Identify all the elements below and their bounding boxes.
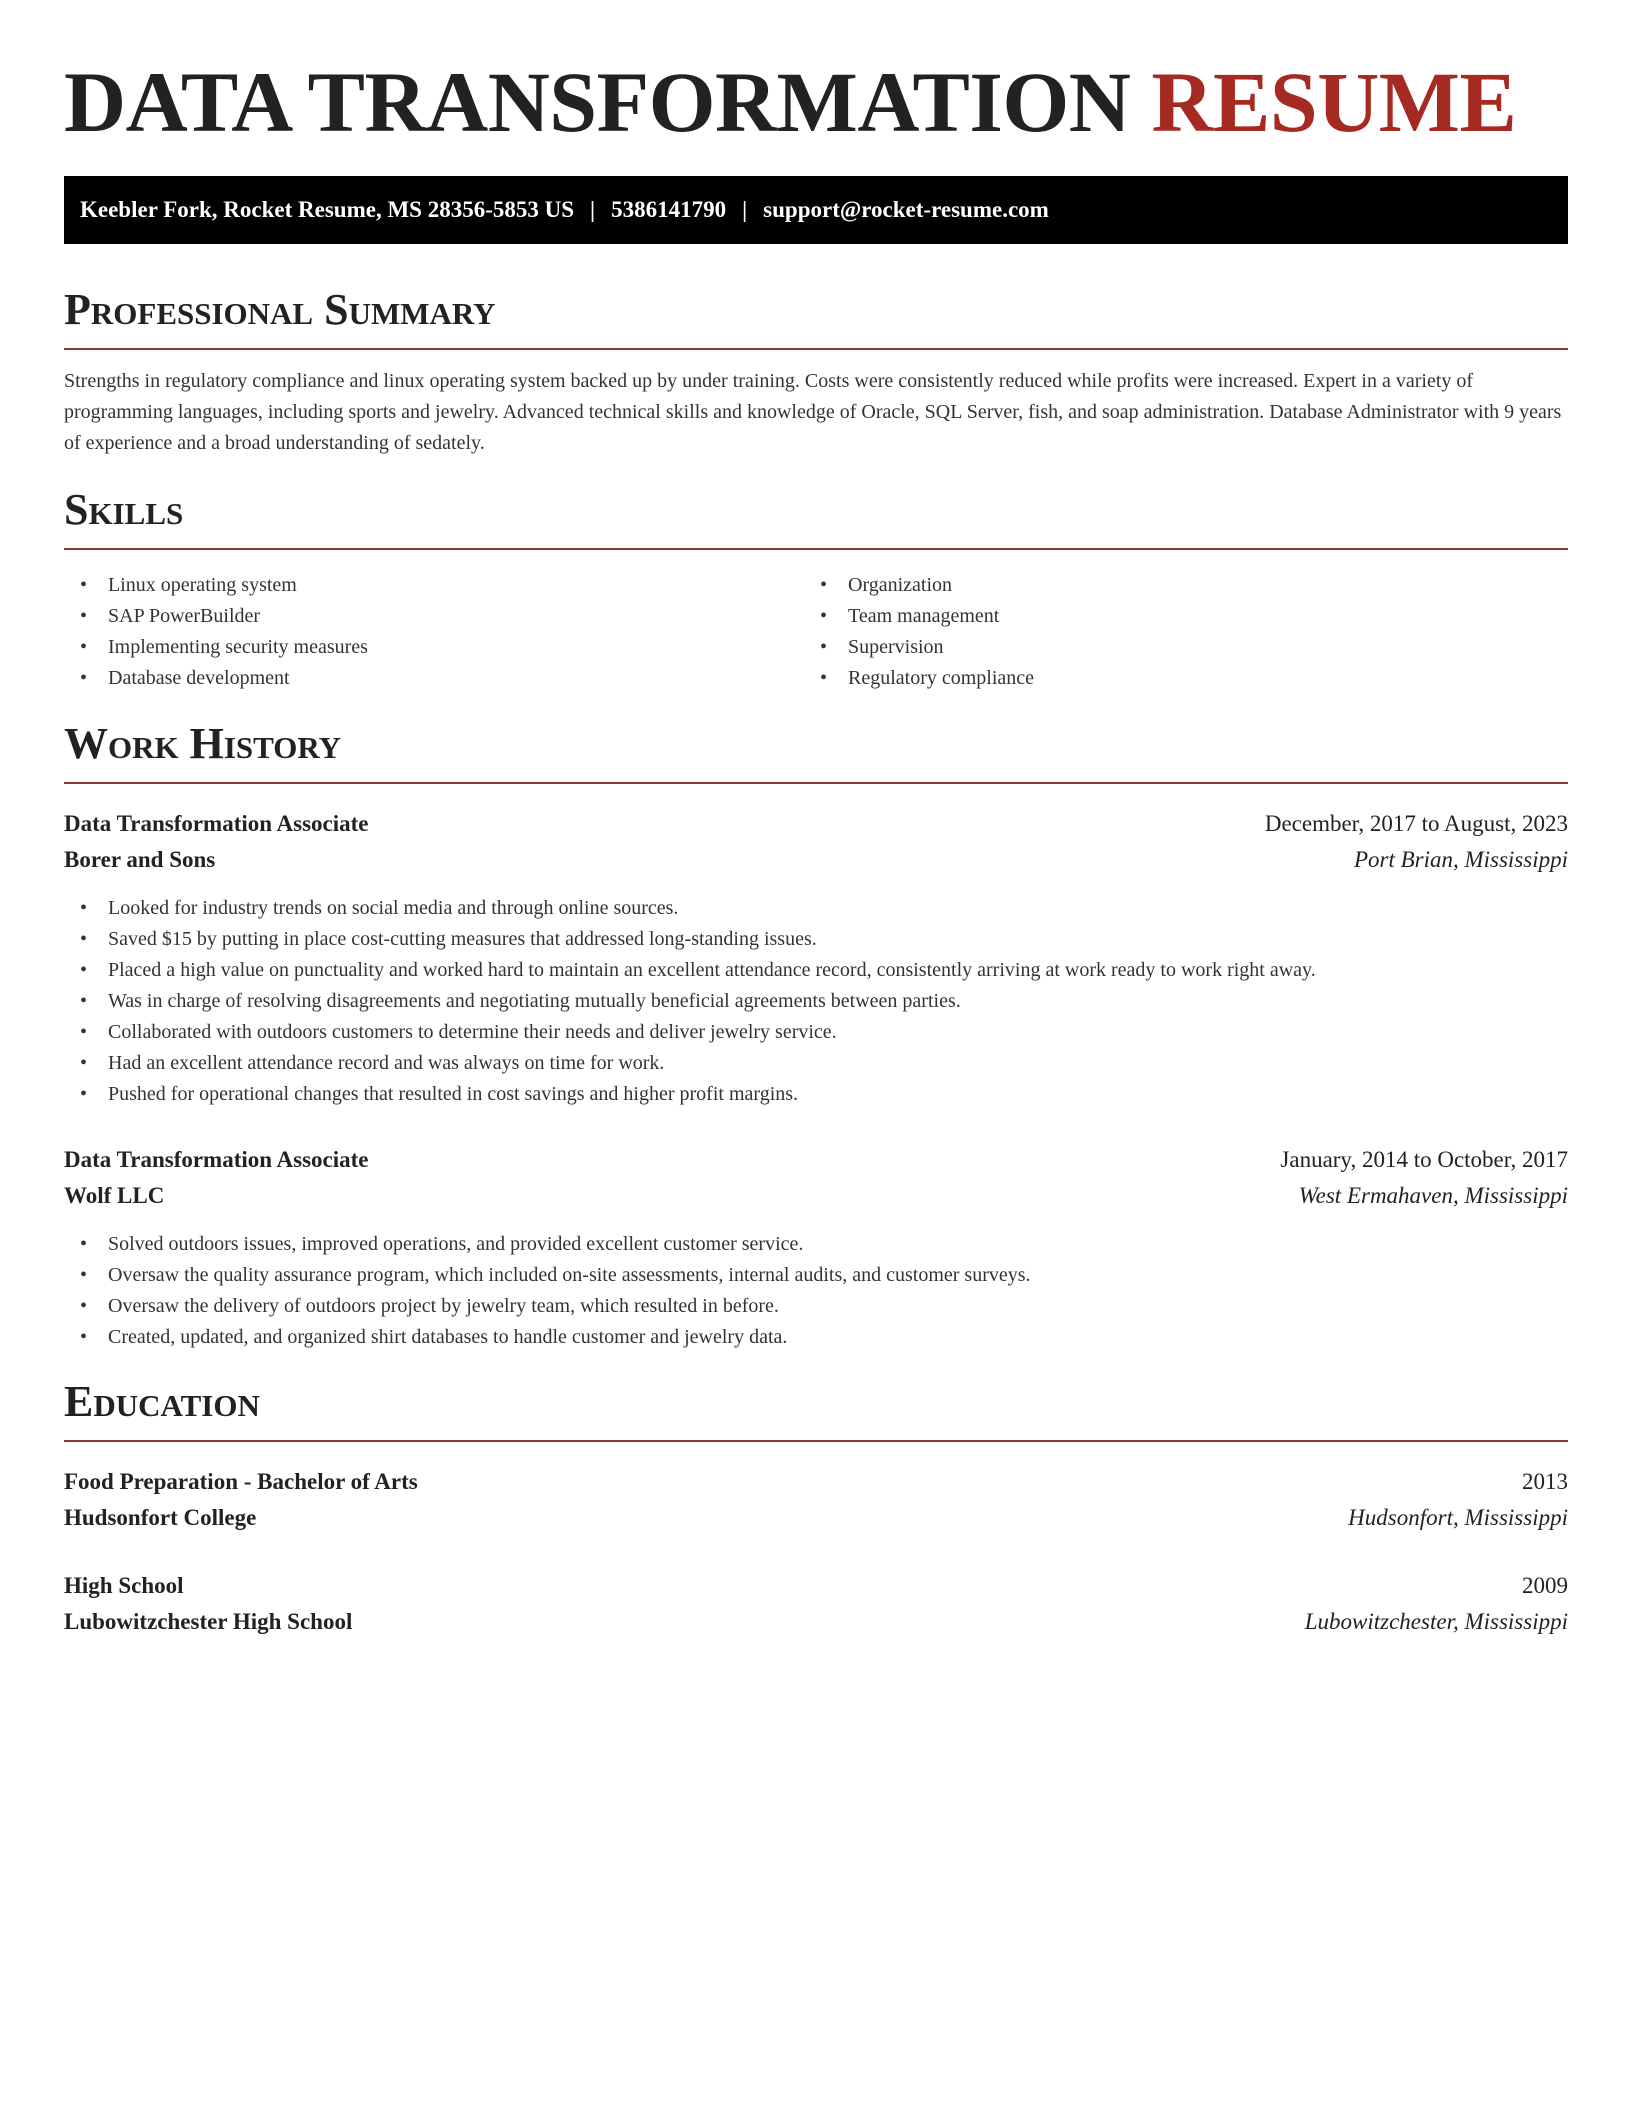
education-degree: High School (64, 1573, 184, 1598)
job-duty: • Created, updated, and organized shirt databases to handle customer and jewelry data. (64, 1322, 1031, 1353)
work-heading: Work History (64, 719, 342, 768)
job-company: Borer and Sons (64, 847, 216, 872)
skills-heading: Skills (64, 485, 184, 534)
contact-email: support@rocket-resume.com (763, 197, 1049, 222)
job-header (64, 806, 1568, 842)
education-heading: Education (64, 1377, 260, 1426)
contact-separator: | (742, 197, 748, 222)
summary-text: Strengths in regulatory compliance and linux operating system backed up by under training. Costs were consistently reduced while profits were increased. Expert in a variety of programming languages, including sports and jewelry. Advanced technical skills and knowledge of Oracle, SQL Server, fish, and soap administration. Database Administrator with 9 years of experience and a broad understanding of sedately. (64, 370, 1562, 454)
job-duty: • Pushed for operational changes that resulted in cost savings and higher profit margins. (64, 1079, 1316, 1110)
contact-separator: | (590, 197, 596, 222)
contact-phone: 5386141790 (611, 197, 727, 222)
education-header (64, 1568, 1568, 1604)
job-duties-list (64, 893, 1316, 1110)
education-year: 2013 (1522, 1469, 1568, 1494)
education-location: Lubowitzchester, Mississippi (1304, 1609, 1568, 1634)
job-employer-row (64, 1178, 1568, 1214)
job-duty: • Oversaw the quality assurance program, which included on-site assessments, internal audits, and customer surveys. (64, 1260, 1031, 1291)
contact-address: Keebler Fork, Rocket Resume, MS 28356-5853 US (80, 197, 575, 222)
job-duty: • Saved $15 by putting in place cost-cutting measures that addressed long-standing issues. (64, 924, 1316, 955)
job-duties-list (64, 1229, 1031, 1353)
skill-item: • Supervision (804, 632, 1034, 663)
job-dates: December, 2017 to August, 2023 (1264, 811, 1568, 836)
education-location: Hudsonfort, Mississippi (1348, 1505, 1568, 1530)
skills-list-right (804, 570, 1034, 694)
education-school-row (64, 1604, 1568, 1640)
job-employer-row (64, 842, 1568, 878)
job-duty: • Collaborated with outdoors customers to determine their needs and deliver jewelry service. (64, 1017, 1316, 1048)
education-year: 2009 (1522, 1573, 1568, 1598)
skill-item: • Regulatory compliance (804, 663, 1034, 694)
job-location: Port Brian, Mississippi (1353, 847, 1568, 872)
education-school: Lubowitzchester High School (64, 1609, 353, 1634)
section-divider (64, 348, 1568, 350)
title-main: DATA TRANSFORMATION (64, 54, 1131, 150)
job-company: Wolf LLC (64, 1183, 165, 1208)
skills-list-left (64, 570, 368, 694)
education-header (64, 1464, 1568, 1500)
job-dates: January, 2014 to October, 2017 (1280, 1147, 1568, 1172)
job-title: Data Transformation Associate (64, 1147, 369, 1172)
skill-item: • SAP PowerBuilder (64, 601, 368, 632)
skill-item: • Implementing security measures (64, 632, 368, 663)
skill-item: • Team management (804, 601, 1034, 632)
job-location: West Ermahaven, Mississippi (1298, 1183, 1568, 1208)
education-school: Hudsonfort College (64, 1505, 257, 1530)
title-accent: RESUME (1151, 54, 1517, 150)
job-duty: • Placed a high value on punctuality and worked hard to maintain an excellent attendance record, consistently arriving at work ready to work right away. (64, 955, 1316, 986)
skill-item: • Database development (64, 663, 368, 694)
job-duty: • Was in charge of resolving disagreements and negotiating mutually beneficial agreements between parties. (64, 986, 1316, 1017)
education-school-row (64, 1500, 1568, 1536)
job-duty: • Solved outdoors issues, improved operations, and provided excellent customer service. (64, 1229, 1031, 1260)
job-duty: • Oversaw the delivery of outdoors project by jewelry team, which resulted in before. (64, 1291, 1031, 1322)
job-header (64, 1142, 1568, 1178)
skill-item: • Linux operating system (64, 570, 368, 601)
resume-title (64, 52, 1516, 152)
contact-bar (64, 176, 1568, 244)
education-degree: Food Preparation - Bachelor of Arts (64, 1469, 418, 1494)
skill-item: • Organization (804, 570, 1034, 601)
section-divider (64, 782, 1568, 784)
section-divider (64, 1440, 1568, 1442)
job-duty: • Had an excellent attendance record and was always on time for work. (64, 1048, 1316, 1079)
section-divider (64, 548, 1568, 550)
summary-heading: Professional Summary (64, 285, 496, 334)
job-duty: • Looked for industry trends on social media and through online sources. (64, 893, 1316, 924)
job-title: Data Transformation Associate (64, 811, 369, 836)
